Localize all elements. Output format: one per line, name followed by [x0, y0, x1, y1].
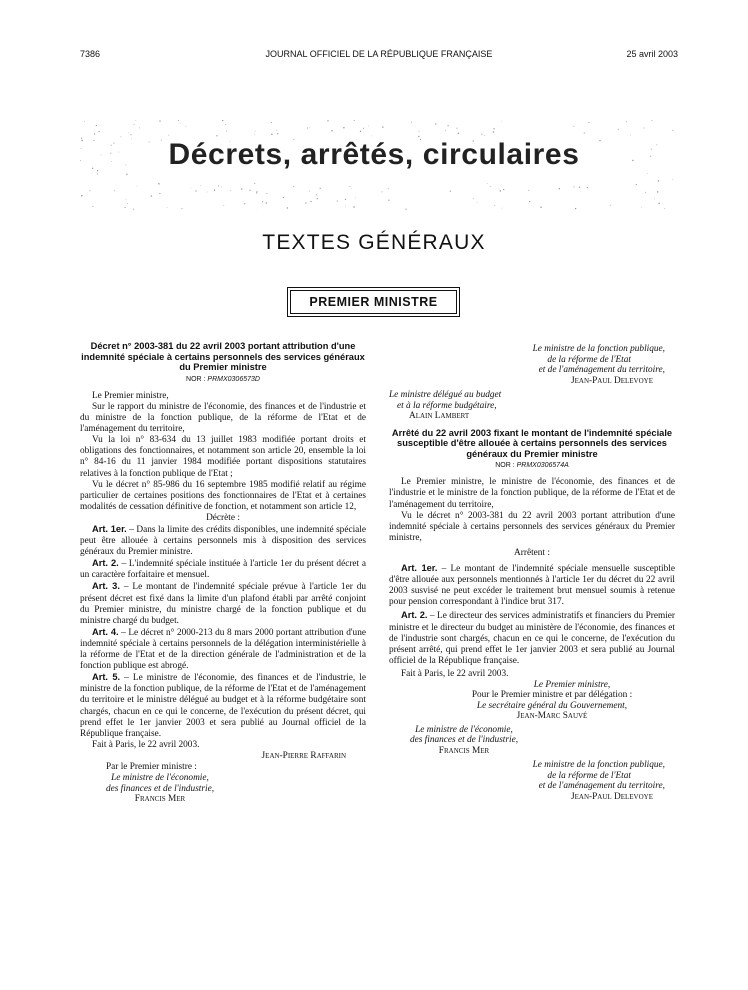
- scan-dot: [584, 133, 585, 134]
- scan-dot: [266, 193, 267, 194]
- scan-dot: [254, 134, 255, 135]
- arrete-title: Arrêté du 22 avril 2003 fixant le montant de l'indemnité spéciale susceptible d'être allouée à certains personnels des services généraux du Premier ministre: [391, 427, 673, 459]
- scan-dot: [96, 125, 97, 126]
- article-text: – L'indemnité spéciale instituée à l'article 1er du présent décret a un caractère forfaitaire et mensuel.: [80, 559, 366, 581]
- scan-dot: [133, 209, 134, 210]
- right-column: [389, 341, 675, 802]
- scan-dot: [658, 180, 660, 182]
- scan-dot: [262, 201, 263, 202]
- scan-dot: [135, 120, 136, 121]
- scan-dot: [127, 203, 128, 204]
- signature-fonction-publique-arrete: [389, 760, 675, 802]
- scan-dot: [167, 207, 168, 208]
- scan-dot: [94, 133, 95, 134]
- decree-title: Décret n° 2003-381 du 22 avril 2003 portant attribution d'une indemnité spéciale à certains personnels des services généraux du Premier ministre: [81, 341, 365, 373]
- issue-date: 25 avril 2003: [626, 49, 678, 59]
- scan-dot: [130, 134, 131, 135]
- scan-dot: [503, 189, 504, 190]
- scan-dot: [354, 120, 355, 121]
- scan-dot: [573, 126, 574, 127]
- scan-dot: [458, 132, 460, 134]
- sig-line: Le ministre de l'économie,: [415, 724, 513, 735]
- scan-dot: [307, 128, 308, 129]
- scan-dot: [345, 206, 346, 207]
- scan-dot: [353, 206, 354, 207]
- scan-dot: [355, 198, 356, 199]
- scan-dot: [630, 135, 631, 136]
- arretent: Arrêtent :: [514, 547, 550, 558]
- scan-dot: [159, 120, 160, 121]
- scan-dot: [276, 130, 277, 131]
- scan-dot: [331, 130, 333, 132]
- signature-finance: [80, 773, 240, 805]
- scan-dot: [481, 134, 482, 135]
- scan-dot: [435, 123, 436, 124]
- scan-dot: [559, 188, 560, 189]
- running-header: [80, 49, 678, 63]
- article: [80, 672, 366, 740]
- ministry-box: [287, 287, 460, 317]
- scan-dot: [493, 128, 494, 129]
- scan-dot: [309, 127, 310, 128]
- scan-dot: [363, 128, 364, 129]
- scan-dot: [218, 185, 219, 186]
- scan-dot: [216, 135, 217, 136]
- sig-line: Le ministre de la fonction publique,: [532, 760, 665, 771]
- article-text: – Le ministre de l'économie, des finances et de l'industrie, le ministre de la fonction publique, de la réforme de l'Etat et de l'aménagement du territoire et le ministre délégué au budget et à la réforme budgétaire sont chargés, chacun en ce qui le concerne, de l'exécution du présent décret, qui prend effet le 1er janvier 2003 et sera publié au Journal officiel de la République française.: [80, 673, 366, 739]
- scan-dot: [283, 197, 284, 198]
- scan-dot: [528, 190, 529, 191]
- scan-dot: [125, 207, 126, 208]
- section-title: TEXTES GÉNÉRAUX: [262, 231, 486, 254]
- sig-line: et de l'aménagement du territoire,: [538, 365, 665, 375]
- scan-dot: [360, 131, 361, 132]
- scan-dot: [654, 198, 655, 199]
- arrete-nor: [389, 460, 675, 471]
- scan-dot: [381, 191, 382, 192]
- sig-line: de la réforme de l'Etat: [547, 770, 631, 781]
- nor-code: PRMX0306574A: [516, 462, 569, 470]
- scan-dot: [249, 190, 250, 191]
- scan-dot: [81, 195, 83, 197]
- scan-dot: [89, 190, 90, 191]
- scan-dot: [579, 187, 580, 188]
- scan-dot: [190, 188, 191, 189]
- sig-line: Le ministre de la fonction publique,: [532, 344, 665, 354]
- scan-dot: [573, 186, 574, 187]
- sig-name: Jean-Paul Delevoye: [571, 375, 653, 386]
- visa: Le Premier ministre, le ministre de l'économie, des finances et de l'industrie et le ministre de la fonction publique, de la réforme de l'Etat et de l'aménagement du territoire,: [389, 477, 675, 510]
- scan-dot: [636, 184, 637, 185]
- article-label: Art. 3.: [92, 581, 120, 592]
- scan-dot: [382, 126, 383, 127]
- ministry-label: PREMIER MINISTRE: [290, 290, 457, 314]
- scan-dot: [641, 207, 642, 208]
- article-label: Art. 2.: [92, 558, 119, 569]
- scan-dot: [447, 125, 448, 126]
- scan-dot: [418, 136, 419, 137]
- article: [80, 581, 366, 626]
- scan-dot: [133, 124, 134, 125]
- scan-dot: [487, 183, 488, 184]
- visa: Vu le décret n° 2003-381 du 22 avril 2003 portant attribution d'une indemnité spéciale à certains personnels des services généraux du Premier ministre,: [389, 510, 675, 543]
- sig-line: Le Premier ministre,: [533, 679, 611, 690]
- scan-dot: [241, 188, 242, 189]
- article: [80, 627, 366, 672]
- section-banner: Décrets, arrêtés, circulaires: [168, 138, 580, 171]
- scan-dot: [317, 198, 318, 199]
- sig-line: des finances et de l'industrie,: [105, 783, 215, 794]
- scan-dot: [368, 126, 369, 127]
- signer-pm: Jean-Pierre Raffarin: [261, 750, 346, 761]
- visa: Vu la loi n° 83-634 du 13 juillet 1983 modifiée portant droits et obligations des fonctionnaires, et notamment son article 20, ensemble la loi n° 84-16 du 11 janvier 1984 modifiée portant dispositions statutaires relatives à la fonction publique de l'Etat ;: [80, 435, 366, 479]
- nor-code: PRMX0306573D: [207, 375, 260, 383]
- article-label: Art. 5.: [92, 672, 121, 683]
- scan-dot: [405, 208, 406, 209]
- scan-dot: [672, 130, 673, 131]
- scan-dot: [349, 186, 350, 187]
- sig-name: Alain Lambert: [409, 411, 470, 421]
- scan-dot: [484, 135, 485, 136]
- scan-dot: [445, 130, 446, 131]
- scan-dot: [647, 173, 648, 174]
- scan-dot: [320, 188, 321, 189]
- scan-dot: [587, 187, 588, 188]
- scan-dot: [168, 135, 169, 136]
- scan-dot: [411, 122, 412, 123]
- sig-line: Le ministre délégué au budget: [389, 390, 502, 400]
- scan-dot: [540, 206, 542, 208]
- article: [80, 524, 366, 558]
- scan-dot: [159, 193, 160, 194]
- visa: Vu le décret n° 85-986 du 16 septembre 1985 modifié relatif au régime particulier de certaines positions des fonctionnaires de l'Etat et à certaines modalités de cessation définitive de fonction, et notamment son article 12,: [80, 479, 366, 512]
- scan-dot: [337, 201, 338, 202]
- scan-dot: [502, 208, 503, 209]
- done-at: Fait à Paris, le 22 avril 2003.: [92, 739, 200, 750]
- signature-fonction-publique: [389, 344, 675, 386]
- scan-dot: [254, 183, 255, 184]
- article-text: – Le directeur des services administratifs et financiers du Premier ministre et le directeur du budget au ministère de l'économie, des finances et de l'industrie sont chargés, chacun en ce qui le concerne, de l'exécution du présent arrêté, qui prend effet le 1er janvier 2003 et sera publié au Journal officiel de la République française.: [389, 611, 675, 666]
- scan-dot: [529, 201, 530, 202]
- scan-dot: [456, 128, 457, 129]
- scan-dot: [651, 120, 652, 121]
- scan-dot: [287, 207, 288, 208]
- scan-dot: [419, 131, 420, 132]
- scan-dot: [126, 199, 127, 200]
- scan-dot: [588, 122, 589, 123]
- scan-dot: [388, 188, 389, 189]
- scan-dot: [610, 205, 611, 206]
- visa: Sur le rapport du ministre de l'économie, des finances et de l'industrie et du ministre de la fonction publique, de la réforme de l'Etat et de l'aménagement du territoire,: [80, 401, 366, 435]
- scan-dot: [293, 186, 294, 187]
- visa: Le Premier ministre,: [92, 390, 169, 401]
- scan-dot: [575, 208, 576, 209]
- sig-name: Jean-Paul Delevoye: [571, 791, 653, 802]
- article-text: – Le décret n° 2000-213 du 8 mars 2000 portant attribution d'une indemnité spéciale à certains personnels de la délégation interministérielle à la réforme de l'Etat et de la direction générale de l'administration et de la fonction publique est abrogé.: [80, 627, 366, 672]
- article: [80, 558, 366, 581]
- sig-line: des finances et de l'industrie,: [409, 735, 519, 746]
- scan-dot: [114, 190, 115, 191]
- scan-dot: [645, 192, 646, 193]
- sig-name: Francis Mer: [134, 794, 186, 805]
- article-text: – Le montant de l'indemnité spéciale prévue à l'article 1er du présent décret est fixé dans la limite d'un plafond établi par arrêté conjoint du Premier ministre, du ministre chargé de la fonction publique et du ministre chargé du budget.: [80, 582, 366, 626]
- scan-dot: [310, 201, 311, 202]
- scan-dot: [139, 127, 140, 128]
- scan-dot: [255, 131, 256, 132]
- scan-dot: [277, 133, 278, 134]
- scan-dot: [305, 202, 306, 203]
- scan-dot: [226, 131, 227, 132]
- sig-line: Le secrétaire général du Gouvernement,: [476, 700, 628, 711]
- scan-dot: [626, 121, 627, 122]
- article-text: – Dans la limite des crédits disponibles, une indemnité spéciale peut être allouée à certains personnels mis à disposition des services généraux du Premier ministre.: [80, 525, 367, 558]
- scan-dot: [658, 203, 659, 204]
- sig-line: Le ministre de l'économie,: [111, 773, 209, 784]
- article-label: Art. 1er.: [92, 524, 127, 534]
- left-column: [80, 341, 366, 805]
- scan-dot: [92, 206, 93, 207]
- journal-title: JOURNAL OFFICIEL DE LA RÉPUBLIQUE FRANÇAISE: [265, 49, 493, 59]
- scan-dot: [137, 186, 138, 187]
- scan-dot: [158, 183, 160, 185]
- scan-dot: [316, 194, 317, 195]
- scan-dot: [657, 191, 659, 193]
- scan-dot: [450, 190, 451, 191]
- scan-dot: [664, 208, 665, 209]
- decree-nor: [80, 374, 366, 385]
- scan-dot: [222, 120, 224, 121]
- sig-line: et de l'aménagement du territoire,: [538, 781, 665, 792]
- scan-dot: [126, 174, 127, 175]
- signature-budget: [389, 390, 675, 422]
- scan-dot: [230, 190, 231, 191]
- scan-dot: [195, 190, 196, 191]
- scan-dot: [181, 123, 182, 124]
- scan-dot: [181, 208, 182, 209]
- scan-dot: [151, 195, 152, 196]
- scan-dot: [499, 189, 500, 190]
- scan-dot: [185, 126, 186, 127]
- sig-line: de la réforme de l'Etat: [547, 354, 631, 365]
- article-label: Art. 1er.: [401, 563, 438, 574]
- scan-dot: [271, 134, 273, 136]
- signature-finance-arrete: [389, 725, 539, 757]
- scan-dot: [129, 133, 130, 134]
- scan-dot: [490, 186, 491, 187]
- scan-dot: [371, 136, 372, 137]
- page-number: 7386: [80, 49, 101, 59]
- scan-dot: [317, 195, 318, 196]
- article-label: Art. 4.: [92, 626, 119, 637]
- scan-dot: [477, 202, 478, 203]
- sig-name: Jean-Marc Sauvé: [516, 711, 588, 722]
- decrete: Décrète :: [206, 512, 240, 523]
- article-text: – Le montant de l'indemnité spéciale mensuelle susceptible d'être allouée aux personnels mentionnés à l'article 1er du décret du 22 avril 2003 susvisé ne peut excéder le traitement brut mensuel soumis à retenue pour pension correspondant à l'indice brut 317.: [389, 564, 675, 608]
- scan-dot: [672, 179, 673, 180]
- scan-dot: [244, 203, 245, 204]
- par-le-premier-ministre: Par le Premier ministre :: [106, 761, 197, 772]
- scan-dot: [388, 200, 389, 201]
- scan-dot: [351, 188, 352, 189]
- scan-dot: [256, 192, 257, 193]
- nor-label: NOR :: [495, 462, 517, 470]
- scan-dot: [473, 198, 474, 199]
- scan-dot: [271, 122, 272, 123]
- scan-dot: [345, 199, 346, 200]
- signature-premier-ministre: [429, 680, 675, 722]
- article-label: Art. 2.: [401, 610, 428, 621]
- scan-dot: [494, 205, 495, 206]
- scan-dot: [200, 185, 201, 186]
- scan-dot: [493, 131, 494, 132]
- article: [389, 563, 675, 608]
- scan-dot: [207, 192, 208, 193]
- sig-line: Pour le Premier ministre et par délégation :: [471, 690, 633, 701]
- scan-dot: [500, 190, 502, 192]
- scan-dot: [256, 191, 257, 192]
- scan-dot: [84, 121, 85, 122]
- scan-dot: [644, 128, 645, 129]
- article: [389, 610, 675, 666]
- scan-dot: [618, 129, 619, 130]
- scan-dot: [223, 205, 224, 206]
- scan-dot: [266, 202, 268, 204]
- sig-name: Francis Mer: [438, 745, 490, 756]
- scan-dot: [343, 127, 344, 128]
- nor-label: NOR :: [186, 375, 208, 383]
- scan-dot: [214, 190, 215, 191]
- scan-dot: [221, 187, 222, 188]
- scan-dot: [501, 121, 502, 122]
- scan-dot: [178, 120, 179, 121]
- scan-dot: [97, 173, 98, 174]
- scan-dot: [327, 120, 328, 121]
- scan-dot: [98, 131, 99, 132]
- scan-dot: [225, 124, 226, 125]
- sig-line: et à la réforme budgétaire,: [397, 400, 497, 411]
- scan-dot: [309, 191, 310, 192]
- done-at: Fait à Paris, le 22 avril 2003.: [401, 668, 509, 679]
